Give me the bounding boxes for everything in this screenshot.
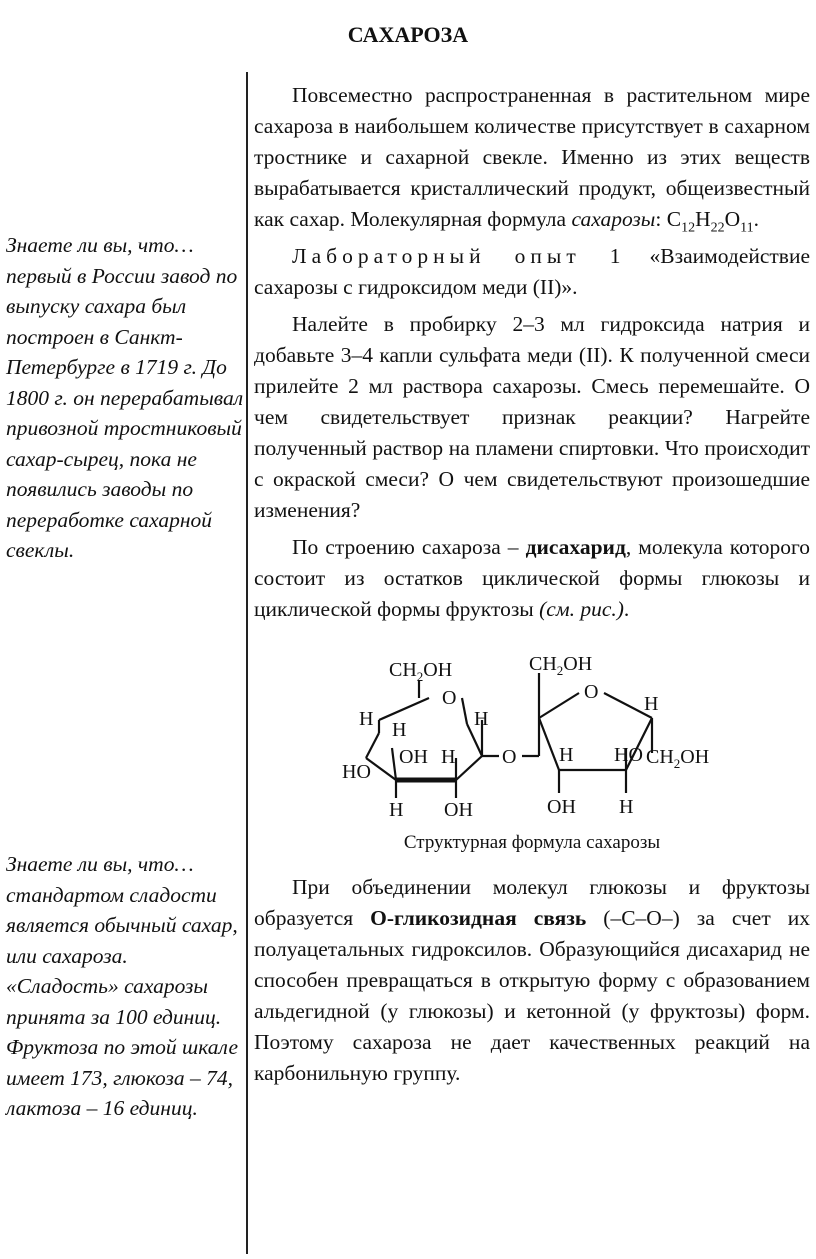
glycosidic-oxygen: O: [502, 746, 517, 768]
figure-reference: (см. рис.): [539, 597, 624, 621]
ho-label: HO: [614, 744, 643, 766]
oh-label: OH: [444, 799, 473, 821]
h-label: H: [389, 799, 404, 821]
main-text-top: [254, 80, 810, 625]
ring-oxygen-fructose: O: [584, 681, 599, 703]
sidebar-note-2: [6, 849, 244, 1124]
intro-colon: :: [655, 207, 667, 231]
term-disaccharide: дисахарид: [525, 535, 626, 559]
lab-title: «Взаимодействие сахарозы с гидроксидом меди (II)».: [254, 244, 811, 299]
paragraph-glycosidic: При объединении молекул глюкозы и фруктозы образуется О-гликозидная связь (–С–О–) за счет их полуацетальных гидроксилов. Образующийся дисахарид не способен превращаться в открытую форму с образованием альдегидной (у глюкозы) и кетонной (у фруктозы) форм. Поэтому сахароза не дает качественных реакций на карбонильную группу.: [254, 875, 811, 1085]
page-title: САХАРОЗА: [347, 22, 469, 47]
ch2oh-fructose-top: $CH_2OH$: [529, 653, 593, 678]
ch2oh-fructose-right: $CH_2OH$: [646, 746, 710, 771]
paragraph-lab-title: [254, 241, 810, 303]
molecular-formula: $C_{12}H_{22}O_{11}$.: [666, 207, 759, 236]
sidebar-note-1: [6, 230, 244, 566]
h-label: H: [474, 708, 489, 730]
paragraph-intro: [254, 80, 810, 235]
ch2oh-glucose: $CH_2OH$: [389, 659, 453, 684]
h-label: H: [559, 744, 574, 766]
h-label: H: [359, 708, 374, 730]
ring-oxygen-glucose: O: [442, 687, 457, 709]
sucrose-structure-diagram: [334, 648, 734, 828]
intro-text: Повсеместно распространенная в растительном мире сахароза в наибольшем количестве присутствует в сахарном тростнике и сахарной свекле. Именно из этих веществ вырабатывается кристаллический продукт, общеизвестный как сахар. Молекулярная формула: [254, 83, 810, 231]
oh-label: OH: [547, 796, 576, 818]
h-label: H: [441, 746, 456, 768]
sidebar-note-1-text: Знаете ли вы, что… первый в России завод по выпуску сахара был построен в Санкт-Петербурге в 1719 г. До 1800 г. он перерабатывал привозной тростниковый сахар-сырец, пока не появились заводы по переработке сахарной свеклы.: [6, 233, 244, 562]
lab-label: Лабораторный опыт 1: [292, 244, 626, 268]
figure-caption: Структурная формула сахарозы: [403, 832, 661, 853]
column-divider: [246, 72, 248, 1254]
h-label: H: [644, 693, 659, 715]
h-label: H: [619, 796, 634, 818]
term-glycosidic-bond: О-гликозидная связь: [370, 906, 587, 930]
ho-label: HO: [342, 761, 371, 783]
sidebar-note-2-text: Знаете ли вы, что… стандартом сладости является обычный сахар, или сахароза. «Сладость» сахарозы принята за 100 единиц. Фруктоза по этой шкале имеет 173, глюкоза – 74, лактоза – 16 единиц.: [6, 852, 239, 1120]
paragraph-lab-steps: Налейте в пробирку 2–3 мл гидроксида натрия и добавьте 3–4 капли сульфата меди (II). К полученной смеси прилейте 2 мл раствора сахарозы. Смесь перемешайте. О чем свидетельствует признак реакции? Нагрейте полученный раствор на пламени спиртовки. Что происходит с окраской смеси? О чем свидетельствуют произошедшие изменения?: [254, 312, 810, 522]
main-text-bottom: [254, 872, 810, 1089]
h-label: H: [392, 719, 407, 741]
intro-italic: сахарозы: [571, 207, 656, 231]
oh-label: OH: [399, 746, 428, 768]
paragraph-structure: По строению сахароза – дисахарид, молекула которого состоит из остатков циклической формы глюкозы и циклической формы фруктозы (см. рис.).: [254, 535, 811, 621]
